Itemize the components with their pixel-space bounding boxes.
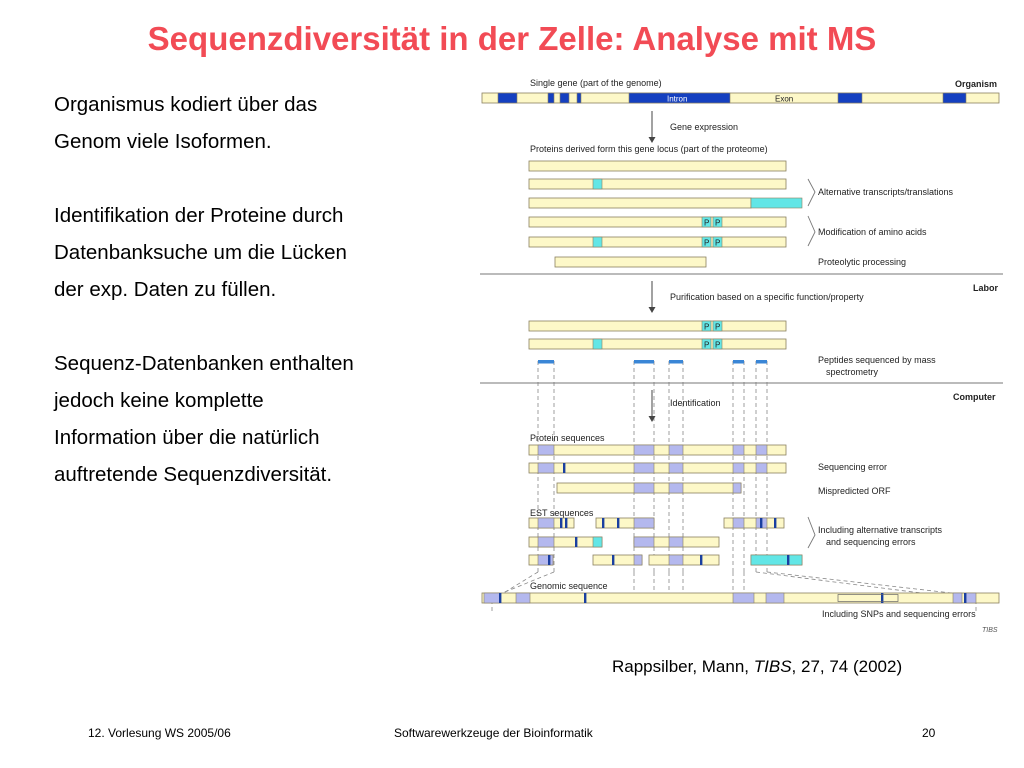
tibs-logo: TIBS (982, 627, 998, 634)
protein-isoform-bar (529, 161, 786, 171)
matched-peptide (538, 555, 553, 565)
intron-label: Intron (667, 94, 688, 104)
error-mark (760, 518, 762, 528)
single-gene-label: Single gene (part of the genome) (530, 78, 662, 88)
error-mark (499, 593, 501, 603)
text-line: auftretende Sequenzdiversität. (54, 463, 333, 486)
ms-peptide (538, 360, 554, 364)
est-bar (649, 555, 719, 565)
phospho-site-label: P (715, 218, 721, 228)
gene-expression-arrow-head (649, 137, 656, 143)
sequencing-error-label: Sequencing error (818, 462, 888, 472)
incl-alt-label: Including alternative transcripts (818, 525, 943, 535)
error-mark (617, 518, 619, 528)
body-text (54, 86, 454, 530)
purified-protein-bar (529, 321, 786, 331)
text-line: Datenbanksuche um die Lücken (54, 241, 347, 264)
purified-protein-bar (529, 339, 786, 349)
matched-peptide (669, 463, 683, 473)
alt-segment (593, 339, 602, 349)
protein-sequences-label: Protein sequences (530, 433, 605, 443)
error-mark (964, 593, 966, 603)
matched-peptide (733, 483, 741, 493)
protein-isoform-bar (529, 217, 786, 227)
text-line: Information über die natürlich (54, 426, 320, 449)
footer-course: Softwarewerkzeuge der Bioinformatik (394, 726, 593, 740)
ms-peptide (733, 360, 744, 364)
text-line: jedoch keine komplette (54, 389, 264, 412)
exon-label: Exon (775, 94, 794, 104)
text-line: Sequenz-Datenbanken enthalten (54, 352, 354, 375)
protein-isoform-bar (555, 257, 706, 267)
ms-peptide (634, 360, 654, 364)
matched-peptide (516, 593, 530, 603)
matched-peptide (733, 593, 754, 603)
peptides-ms-label-2: spectrometry (826, 367, 879, 377)
citation-journal: TIBS (753, 657, 792, 676)
matched-peptide (966, 593, 976, 603)
ms-peptide (669, 360, 683, 364)
paragraph-identification (54, 197, 454, 308)
exon-block (838, 93, 862, 103)
matched-peptide (538, 463, 554, 473)
error-mark (584, 593, 586, 603)
matched-peptide (634, 518, 654, 528)
sequencing-error-mark (563, 463, 565, 473)
section-label-organism: Organism (955, 79, 998, 89)
ms-peptide (756, 360, 767, 364)
phospho-site-label: P (715, 340, 721, 350)
matched-peptide (766, 593, 784, 603)
matched-peptide (538, 537, 554, 547)
sequence-diversity-figure (478, 70, 1008, 640)
exon-block (560, 93, 569, 103)
section-label-labor: Labor (973, 283, 999, 293)
identification-label: Identification (670, 398, 721, 408)
protein-isoform-bar (529, 179, 786, 189)
matched-peptide (669, 445, 683, 455)
purification-arrow-head (649, 307, 656, 313)
matched-peptide (733, 463, 744, 473)
protein-sequence-bar (529, 445, 786, 455)
matched-peptide (538, 518, 554, 528)
exon-block (943, 93, 966, 103)
matched-peptide (634, 537, 654, 547)
incl-alt-label-2: and sequencing errors (826, 537, 916, 547)
phospho-site-label: P (704, 340, 710, 350)
matched-peptide (634, 445, 654, 455)
text-line: der exp. Daten zu füllen. (54, 278, 277, 301)
identification-arrow-head (649, 416, 656, 422)
citation (612, 657, 902, 677)
protein-sequence-bar (529, 463, 786, 473)
phospho-site-label: P (715, 238, 721, 248)
alt-segment (593, 179, 602, 189)
text-line: Organismus kodiert über das (54, 93, 318, 116)
section-label-computer: Computer (953, 392, 996, 402)
error-mark (612, 555, 614, 565)
text-line: Genom viele Isoformen. (54, 130, 272, 153)
exon-block (577, 93, 581, 103)
exon-block (498, 93, 517, 103)
paragraph-isoforms (54, 86, 454, 160)
matched-peptide (634, 555, 642, 565)
error-mark (548, 555, 550, 565)
proteolytic-label: Proteolytic processing (818, 257, 907, 267)
matched-peptide (669, 555, 683, 565)
matched-peptide (733, 445, 744, 455)
protein-isoform-bar (529, 198, 751, 208)
bracket (808, 216, 815, 246)
error-mark (560, 518, 562, 528)
error-mark (774, 518, 776, 528)
guide-line (767, 572, 960, 594)
est-sequences-label: EST sequences (530, 508, 594, 518)
error-mark (565, 518, 567, 528)
mispredicted-orf-label: Mispredicted ORF (818, 486, 891, 496)
error-mark (787, 555, 789, 565)
matched-peptide (756, 445, 767, 455)
bracket (808, 179, 815, 206)
footer-lecture: 12. Vorlesung WS 2005/06 (88, 726, 231, 740)
alt-segment (751, 198, 802, 208)
phospho-site-label: P (704, 322, 710, 332)
modification-label: Modification of amino acids (818, 227, 927, 237)
matched-peptide (953, 593, 962, 603)
bracket (808, 517, 815, 548)
matched-peptide (669, 483, 683, 493)
slide-title: Sequenzdiversität in der Zelle: Analyse mit MS (147, 20, 877, 57)
matched-peptide (756, 463, 767, 473)
genomic-sequence-label: Genomic sequence (530, 581, 608, 591)
phospho-site-label: P (704, 238, 710, 248)
matched-peptide (634, 483, 654, 493)
alt-segment (593, 537, 602, 547)
alt-segment (593, 237, 602, 247)
purification-label: Purification based on a specific function/property (670, 292, 864, 302)
matched-peptide (733, 518, 744, 528)
error-mark (700, 555, 702, 565)
alt-segment (751, 555, 802, 565)
gene-bar (482, 93, 999, 103)
matched-peptide (484, 593, 500, 603)
incl-snps-label: Including SNPs and sequencing errors (822, 609, 976, 619)
gene-expression-label: Gene expression (670, 122, 739, 132)
footer-page-number: 20 (922, 726, 936, 740)
text-line: Identifikation der Proteine durch (54, 204, 344, 227)
peptides-ms-label: Peptides sequenced by mass (818, 355, 936, 365)
citation-authors: Rappsilber, Mann, (612, 657, 754, 676)
error-mark (575, 537, 577, 547)
phospho-site-label: P (704, 218, 710, 228)
proteins-derived-label: Proteins derived form this gene locus (part of the proteome) (530, 144, 768, 154)
error-mark (602, 518, 604, 528)
alt-transcripts-label: Alternative transcripts/translations (818, 187, 954, 197)
citation-rest: , 27, 74 (2002) (791, 657, 903, 676)
exon-block (548, 93, 554, 103)
matched-peptide (669, 537, 683, 547)
matched-peptide (538, 445, 554, 455)
phospho-site-label: P (715, 322, 721, 332)
protein-isoform-bar (529, 237, 786, 247)
paragraph-databases (54, 345, 454, 493)
matched-peptide (634, 463, 654, 473)
